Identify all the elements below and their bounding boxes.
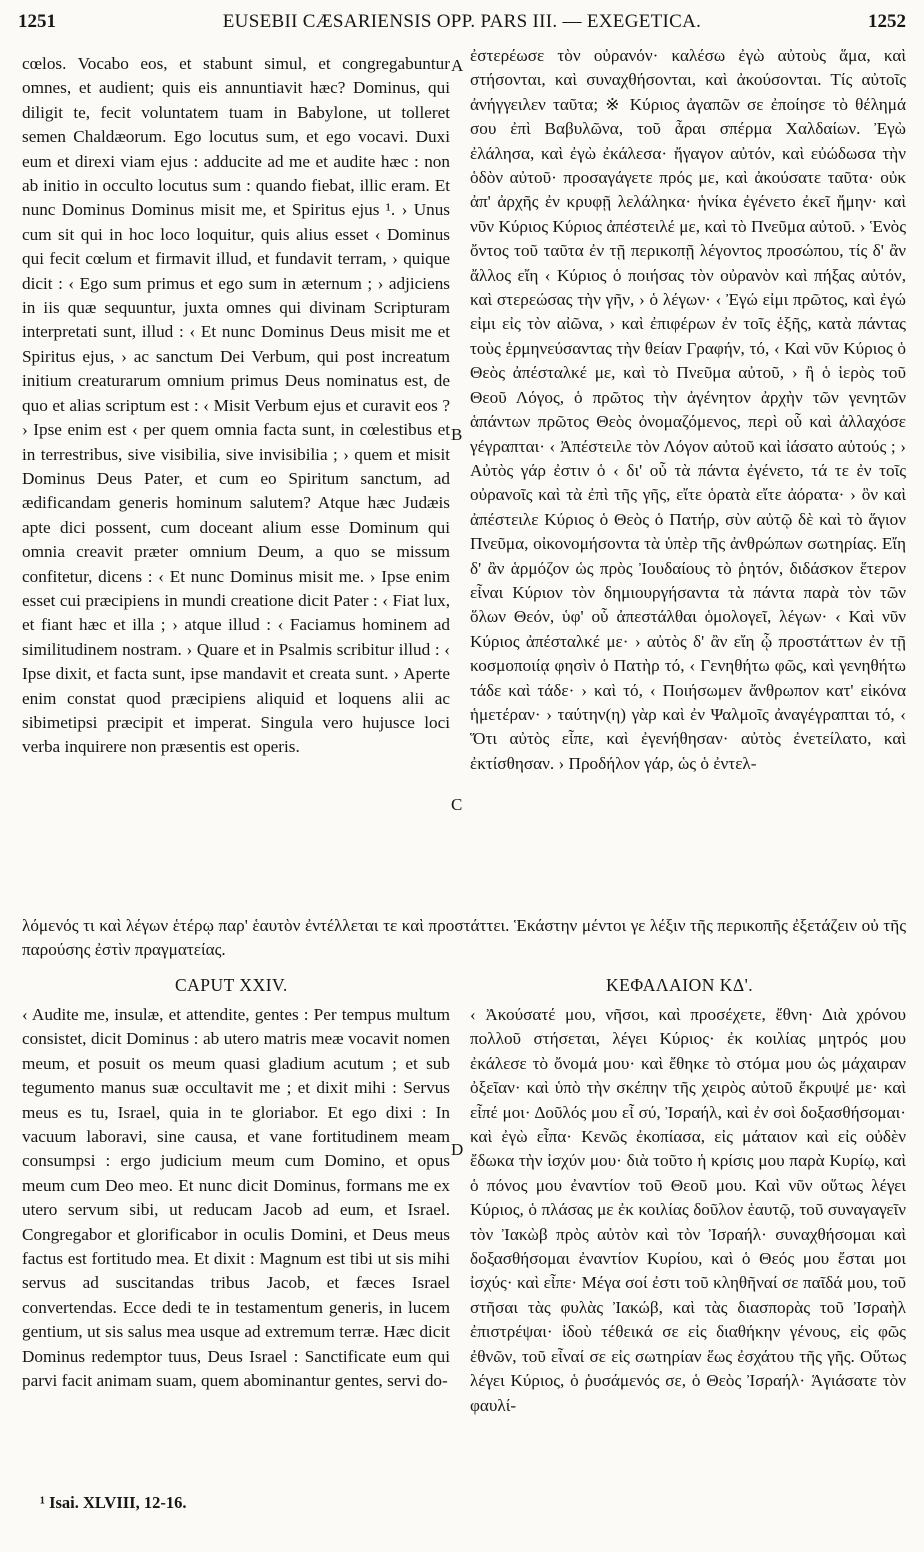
greek-column-lower [470, 1003, 906, 1418]
footnote-mark: ¹ [40, 1493, 45, 1512]
latin-paragraph: cœlos. Vocabo eos, et stabunt simul, et congregabuntur omnes, et audient; quis eis annuntiavit hæc? Dominus, qui diligit te, fecit voluntatem tuam in Babylone, ut tolleret semen Chaldæorum. Ego locutus sum, et ego vocavi. Duxi eum et direxi viam ejus : adducite ad me et audite hæc : non ab initio in occulto locutus sum : quando fiebat, illic eram. Et nunc Dominus Dominus misit me, et Spiritus ejus ¹. › Unus cum sit qui in hoc loco loquitur, quis alius esset ‹ Dominus qui fecit cœlum et firmavit illud, et fundavit terram, › quique dicit : ‹ Ego sum primus et ego sum in æternum ; › adjiciens in iis quæ sequuntur, juxta omnes qui divinam Scripturam interpretati sunt, illud : ‹ Et nunc Dominus Deus misit me et Spiritus ejus, › ac sanctum Dei Verbum, qui post increatum initium creaturarum omnium primus Deus nominatus est, de quo et alias scriptum est : ‹ Misit Verbum ejus et curavit eos ? › Ipse enim est ‹ per quem omnia facta sunt, in cœlestibus et in terrestribus, sive visibilia, sive invisibilia ; › quem et misit Dominus Deus Pater, et cum eo Spiritum sanctum, ad ædificandam generis hominum salutem? Atque hæc Judæis apte dici possent, cum doceant alium esse Dominum qui omnia creavit præter omnium Deum, a quo se missum confitetur, dicens : ‹ Et nunc Dominus misit me. › Ipse enim esset cui præcipiens in mundi creatione dicit Pater : ‹ Fiat lux, et fiant hæc et illa ; › atque illud : ‹ Faciamus hominem ad similitudinem nostram. › Quare et in Psalmis scribitur illud : ‹ Ipse dixit, et facta sunt, ipse mandavit et creata sunt. › Aperte enim constat quod præcipiens aliquid et loquens alii ac sibimetipsi præcipit et imperat. Singula vero hujusce loci verba inquirere non præsentis est operis. [22, 54, 450, 757]
footnote-text: Isai. XLVIII, 12-16. [49, 1493, 187, 1512]
greek-chapter-heading: ΚΕΦΑΛΑΙΟΝ ΚΔ'. [606, 975, 754, 995]
latin-chapter-text: ‹ Audite me, insulæ, et attendite, gentes : Per tempus multum consistet, dicit Dominus : ab utero matris meæ vocavit nomen meum, et posuit os meum quasi gladium acutum ; et sub tegumento manus suæ occultavit me ; et dixit mihi : Servus meus es tu, Israel, quia in te gloriabor. Et ego dixi : In vacuum laboravi, sine causa, et vane fortitudinem meam consumpsi : ergo judicium meum cum Domino, et opus meum cum Deo meo. Et nunc dicit Dominus, formans me ex utero servum sibi, ut reducam Jacob ad eum, et Israel. Congregabor et glorificabor in oculis Domini, et Deus meus factus est fortitudo mea. Et dixit : Magnum est tibi ut sis mihi servus ad suscitandas tribus Jacob, et fæces Israel convertendas. Ecce dedi te in testamentum generis, in lucem gentium, ut sis salus mea usque ad extremum terræ. Hæc dicit Dominus redemptor tuus, Deus Israel : Sanctificate eum qui parvi facit animam suam, quem abominantur gentes, servi do- [22, 1005, 450, 1391]
margin-letter-d: D [451, 1140, 464, 1159]
latin-column-lower [22, 1003, 450, 1394]
running-title: EUSEBII CÆSARIENSIS OPP. PARS III. — EXEGETICA. [222, 11, 702, 32]
greek-continuation-text: λόμενός τι καὶ λέγων ἑτέρῳ παρ' ἑαυτὸν ἐντέλλεται τε καὶ προστάττει. Ἑκάστην μέντοι γε λέξιν τῆς περικοπῆς ἐξετάζειν οὐ τῆς παρούσης ἐστὶν πραγματείας. [22, 916, 906, 960]
latin-column-upper [22, 52, 450, 760]
page-number-right: 1252 [868, 11, 906, 32]
footnote [40, 1493, 186, 1513]
margin-letter-c: C [451, 795, 463, 814]
greek-paragraph: ἐστερέωσε τὸν οὐρανόν· καλέσω ἐγὼ αὐτοὺς ἅμα, καὶ στήσονται, καὶ συναχθήσονται, καὶ ἀκούσονται. Τίς αὐτοῖς ἀνήγγειλεν ταῦτα; ※ Κύριος ἀγαπῶν σε ἐποίησε τὸ θέλημά σου ἐπὶ Βαβυλῶνα, τοῦ ἆραι σπέρμα Χαλδαίων. Ἐγὼ ἐλάλησα, καὶ ἐγὼ ἐκάλεσα· ἤγαγον αὐτόν, καὶ εὐώδωσα τὴν ὁδὸν αὐτοῦ· προσαγάγετε πρός με, καὶ ἀκούσατε ταῦτα· οὐκ ἀπ' ἀρχῆς ἐν κρυφῇ λελάληκα· ἡνίκα ἐγένετο ἐκεῖ ἤμην· καὶ νῦν Κύριος Κύριος ἀπέστειλέ με, καὶ τὸ Πνεῦμα αὐτοῦ. › Ἑνὸς ὄντος τοῦ ταῦτα ἐν τῇ περικοπῇ λέγοντος προσώπου, τίς δ' ἂν ἄλλος εἴη ‹ Κύριος ὁ ποιήσας τὸν οὐρανὸν καὶ πήξας αὐτόν, καὶ στερεώσας τὴν γῆν, › ὁ λέγων· ‹ Ἐγώ εἰμι πρῶτος, καὶ ἐγώ εἰμι εἰς τὸν αἰῶνα, › καὶ ἐπιφέρων ἐν τοῖς ἑξῆς, κατὰ πάντας τοὺς ἑρμηνεύσαντας τὴν θείαν Γραφήν, τό, ‹ Καὶ νῦν Κύριος ὁ Θεὸς ἀπέσταλκέ με, καὶ τὸ Πνεῦμα αὐτοῦ, › ἢ ὁ ἱερὸς τοῦ Θεοῦ Λόγος, ὁ πρῶτος τὴν ἀγένητον ἀρχὴν τῶν γενητῶν ἁπάντων πρῶτος Θεὸς ὀνομαζόμενος, περὶ οὗ καὶ ἀλλαχόσε γέγραπται· ‹ Ἀπέστειλε τὸν Λόγον αὐτοῦ καὶ ἰάσατο αὐτούς ; › Αὐτὸς γάρ ἐστιν ὁ ‹ δι' οὗ τὰ πάντα ἐγένετο, τά τε ἐν τοῖς οὐρανοῖς καὶ τὰ ἐπὶ τῆς γῆς, εἴτε ὁρατὰ εἴτε ἀόρατα· › ὃν καὶ ἀπέστειλε Κύριος ὁ Θεὸς ὁ Πατήρ, σὺν αὐτῷ δὲ καὶ τὸ ἅγιον Πνεῦμα, οἰκονομήσοντα τὰ ὑπὲρ τῆς ἀνθρώπων σωτηρίας. Εἴη δ' ἂν ἁρμόζον ὡς πρὸς Ἰουδαίους τὸ ῥητόν, διδάσκον ἕτερον εἶναι Κύριον τὸν δημιουργήσαντα τὰ πάντα παρὰ τὸν τῶν ὅλων Θεόν, ὑφ' οὗ ἀπεστάλθαι ὁμολογεῖ, λέγων· ‹ Καὶ νῦν Κύριος ἀπέσταλκέ με· › αὐτὸς δ' ἂν εἴη ᾧ προστάττων ἐν τῇ κοσμοποιίᾳ φησὶν ὁ Πατὴρ τό, ‹ Γενηθήτω φῶς, καὶ γενηθήτω τάδε καὶ τάδε· › καὶ τό, ‹ Ποιήσωμεν ἄνθρωπον κατ' εἰκόνα ἡμετέραν· › ταύτην(η) γὰρ καὶ ἐν Ψαλμοῖς ἀναγέγραπται τό, ‹ Ὅτι αὐτὸς εἶπε, καὶ ἐγενήθησαν· αὐτὸς ἐνετείλατο, καὶ ἐκτίσθησαν. › Προδήλον γάρ, ὡς ὁ ἐντελ- [470, 46, 906, 773]
margin-letter-a: A [451, 56, 464, 75]
margin-letter-b: B [451, 425, 463, 444]
greek-full-width-continuation [22, 914, 906, 963]
greek-chapter-text: ‹ Ἀκούσατέ μου, νῆσοι, καὶ προσέχετε, ἔθνη· Διὰ χρόνου πολλοῦ στήσεται, λέγει Κύριος· ἐκ κοιλίας μητρός μου ἐκάλεσε τὸ ὄνομά μου· καὶ ἔθηκε τὸ στόμα μου ὡς μάχαιραν ὀξεῖαν· καὶ ὑπὸ τὴν σκέπην τῆς χειρὸς αὐτοῦ ἔκρυψέ με· καὶ εἶπέ μοι· Δοῦλός μου εἶ σύ, Ἰσραήλ, καὶ ἐν σοὶ δοξασθήσομαι· καὶ ἐγὼ εἶπα· Κενῶς ἐκοπίασα, εἰς μάταιον καὶ εἰς οὐδὲν ἔδωκα τὴν ἰσχύν μου· διὰ τοῦτο ἡ κρίσις μου παρὰ Κυρίῳ, καὶ ὁ πόνος μου ἐναντίον τοῦ Θεοῦ μου. Καὶ νῦν οὕτως λέγει Κύριος, ὁ πλάσας με ἐκ κοιλίας δοῦλον ἑαυτῷ, τοῦ συναγαγεῖν τὸν Ἰακὼβ πρὸς αὐτὸν καὶ τὸν Ἰσραήλ· συναχθήσομαι καὶ δοξασθήσομαι ἐναντίον Κυρίου, καὶ ὁ Θεός μου ἔσται μοι ἰσχύς· καὶ εἶπε· Μέγα σοί ἐστι τοῦ κληθῆναί σε παῖδά μου, τοῦ στῆσαι τὰς φυλὰς Ἰακώβ, καὶ τὰς διασπορὰς τοῦ Ἰσραὴλ ἐπιστρέψαι· ἰδοὺ τέθεικά σε εἰς διαθήκην γένους, εἰς φῶς ἐθνῶν, τοῦ εἶναί σε εἰς σωτηρίαν ἕως ἐσχάτου τῆς γῆς. Οὕτως λέγει Κύριος, ὁ ῥυσάμενός σε, ὁ Θεὸς Ἰσραήλ· Ἁγιάσατε τὸν φαυλί- [470, 1005, 906, 1415]
latin-chapter-heading: CAPUT XXIV. [175, 975, 288, 995]
page-number-left: 1251 [18, 11, 56, 32]
greek-column-upper [470, 44, 906, 776]
